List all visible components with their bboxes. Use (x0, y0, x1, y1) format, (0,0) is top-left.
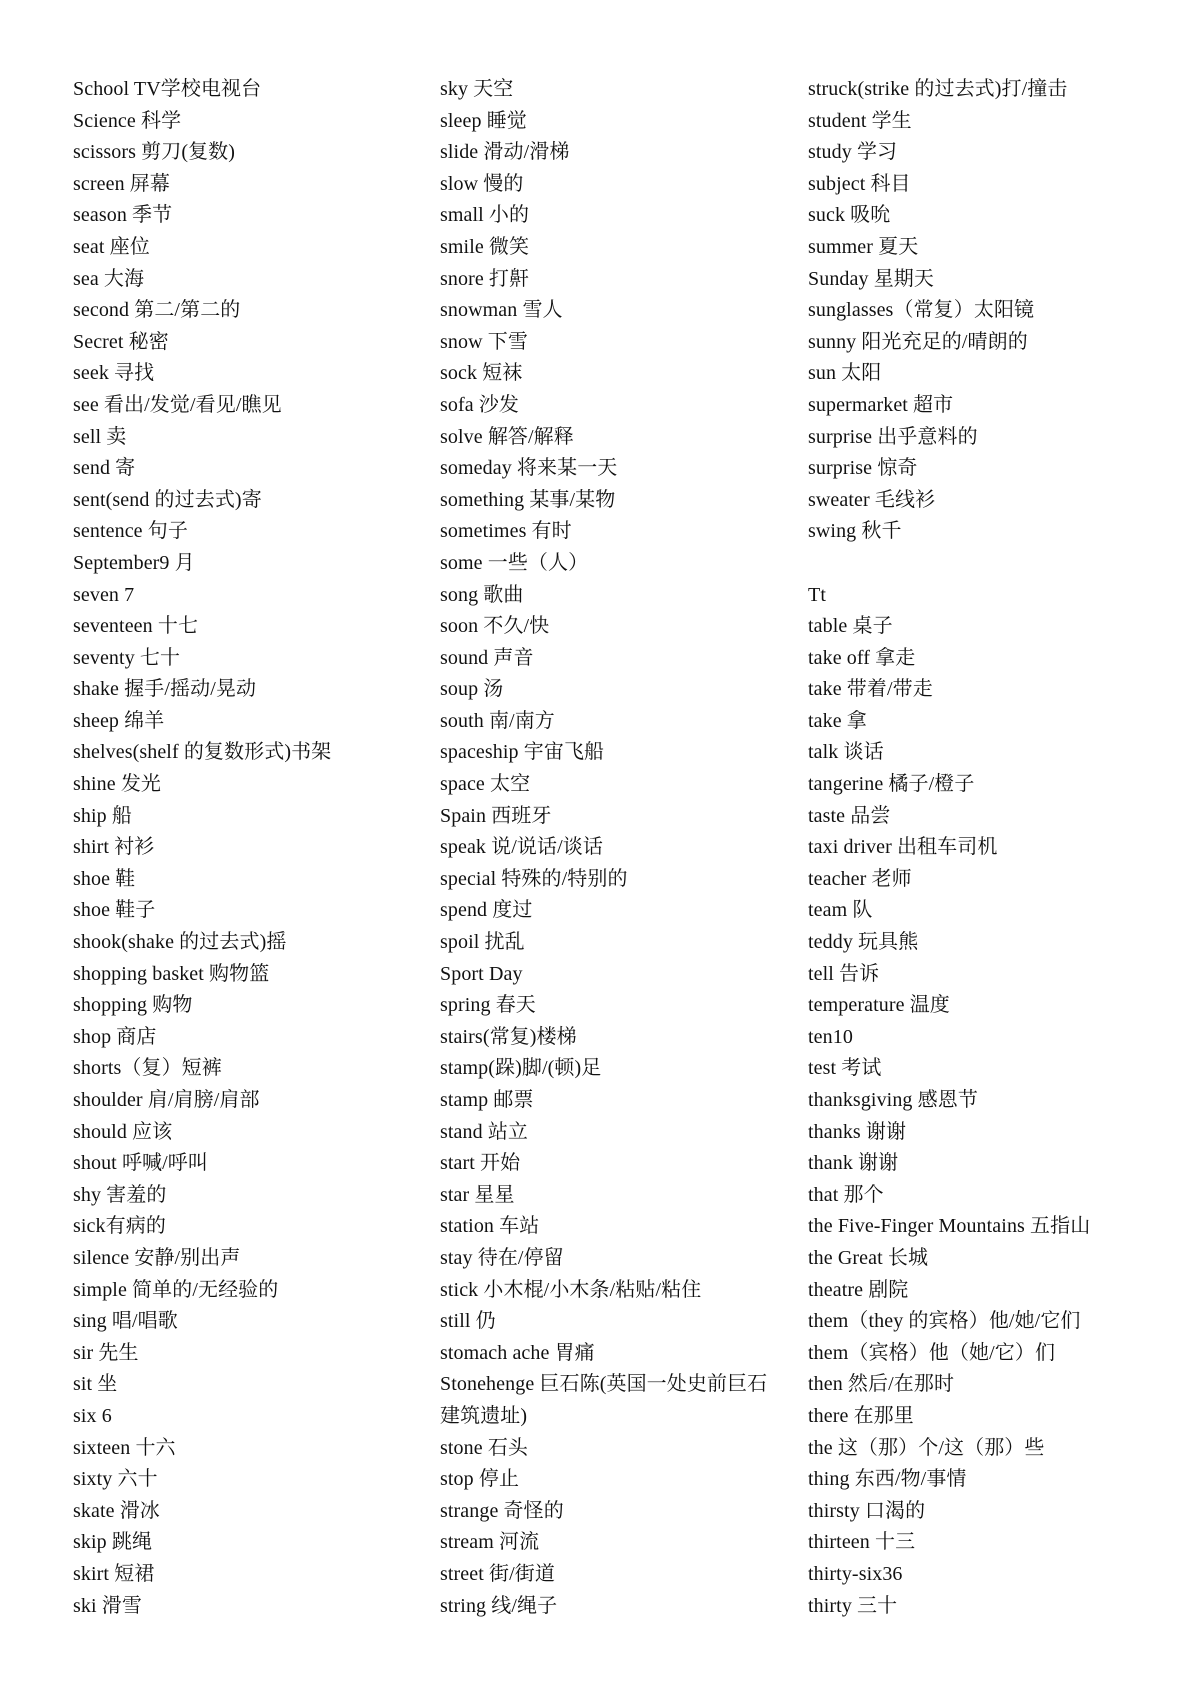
vocab-entry: star 星星 (440, 1183, 515, 1206)
vocab-entry: should 应该 (73, 1120, 173, 1143)
vocab-entry: struck(strike 的过去式)打/撞击 (808, 78, 1068, 100)
vocab-entry: thirty-six36 (808, 1562, 903, 1585)
vocab-entry: Spain 西班牙 (440, 804, 552, 827)
vocab-entry: stamp(跺)脚/(顿)足 (440, 1057, 602, 1080)
vocab-entry: sometimes 有时 (440, 520, 572, 543)
vocab-entry: scissors 剪刀(复数) (73, 141, 236, 164)
vocab-entry: skate 滑冰 (73, 1499, 160, 1522)
vocab-entry: shirt 衬衫 (73, 836, 155, 859)
vocab-entry: snore 打鼾 (440, 267, 530, 290)
vocab-entry: something 某事/某物 (440, 488, 616, 511)
vocab-entry: sent(send 的过去式)寄 (73, 488, 262, 511)
vocab-entry: sound 声音 (440, 646, 534, 669)
vocab-entry: strange 奇怪的 (440, 1499, 564, 1522)
vocab-entry: sky 天空 (440, 78, 514, 100)
vocab-entry: Stonehenge 巨石陈(英国一处史前巨石建筑遗址) (440, 1373, 768, 1427)
vocab-entry: tell 告诉 (808, 962, 880, 985)
vocab-entry: taste 品尝 (808, 804, 891, 827)
vocab-entry: sixty 六十 (73, 1468, 158, 1491)
vocab-entry: taxi driver 出租车司机 (808, 836, 998, 859)
vocab-entry: temperature 温度 (808, 994, 950, 1017)
vocab-entry: sunglasses（常复）太阳镜 (808, 299, 1035, 322)
vocab-entry: Science 科学 (73, 109, 182, 132)
vocab-entry: station 车站 (440, 1215, 540, 1238)
vocab-entry: sir 先生 (73, 1341, 139, 1364)
vocab-entry: special 特殊的/特别的 (440, 867, 628, 890)
vocab-entry: south 南/南方 (440, 709, 555, 732)
vocab-entry: shop 商店 (73, 1025, 157, 1048)
vocab-entry: thanksgiving 感恩节 (808, 1089, 978, 1111)
vocab-entry: Tt (808, 583, 826, 606)
vocab-entry: stick 小木棍/小木条/粘贴/粘住 (440, 1278, 702, 1301)
vocab-entry: stairs(常复)楼梯 (440, 1025, 577, 1048)
vocab-entry: September9 月 (73, 551, 195, 574)
vocab-entry: subject 科目 (808, 172, 911, 195)
vocab-entry: stay 待在/停留 (440, 1246, 564, 1269)
vocab-entry: then 然后/在那时 (808, 1373, 955, 1396)
vocab-entry: sixteen 十六 (73, 1436, 176, 1459)
vocab-entry: student 学生 (808, 109, 912, 132)
vocab-entry: shout 呼喊/呼叫 (73, 1152, 208, 1175)
vocab-entry: the Five-Finger Mountains 五指山 (808, 1215, 1091, 1238)
vocab-entry: thirteen 十三 (808, 1531, 916, 1554)
vocab-entry: thank 谢谢 (808, 1152, 899, 1175)
vocab-entry: small 小的 (440, 204, 530, 227)
vocab-entry: take 拿 (808, 709, 867, 732)
vocab-entry: surprise 出乎意料的 (808, 425, 978, 448)
vocab-entry: ten10 (808, 1025, 853, 1048)
vocab-entry: shopping basket 购物篮 (73, 962, 270, 985)
vocab-entry: stamp 邮票 (440, 1089, 534, 1111)
vocab-entry: there 在那里 (808, 1404, 914, 1427)
vocab-entry: Sport Day (440, 962, 523, 985)
vocab-entry: School TV学校电视台 (73, 78, 262, 100)
vocab-entry: suck 吸吮 (808, 204, 891, 227)
vocab-entry: sit 坐 (73, 1373, 118, 1396)
vocab-entry: seat 座位 (73, 235, 150, 258)
vocab-entry: soup 汤 (440, 678, 504, 701)
vocab-entry: spend 度过 (440, 899, 533, 922)
vocab-entry: some 一些（人） (440, 551, 589, 574)
vocab-entry: sun 太阳 (808, 362, 882, 385)
vocab-entry: spaceship 宇宙飞船 (440, 741, 605, 764)
vocab-entry: shy 害羞的 (73, 1183, 167, 1206)
vocab-entry: teacher 老师 (808, 867, 912, 890)
vocab-entry: space 太空 (440, 773, 531, 796)
vocab-entry: six 6 (73, 1404, 112, 1427)
vocab-entry: summer 夏天 (808, 235, 919, 258)
vocab-entry: sock 短袜 (440, 362, 523, 385)
vocab-entry: them（宾格）他（她/它）们 (808, 1341, 1056, 1364)
vocab-entry: study 学习 (808, 141, 898, 164)
vocab-entry: seek 寻找 (73, 362, 155, 385)
vocab-entry: sing 唱/唱歌 (73, 1310, 178, 1333)
vocab-entry: speak 说/说话/谈话 (440, 836, 603, 859)
vocab-entry: ship 船 (73, 804, 132, 827)
vocab-entry: seventeen 十七 (73, 615, 199, 638)
vocab-entry: see 看出/发觉/看见/瞧见 (73, 393, 282, 416)
vocab-entry: stop 停止 (440, 1468, 520, 1491)
vocabulary-column-3 (808, 74, 1148, 1622)
vocab-entry: table 桌子 (808, 615, 893, 638)
vocab-entry: sell 卖 (73, 425, 127, 448)
vocab-entry: take off 拿走 (808, 646, 916, 669)
vocab-entry: surprise 惊奇 (808, 457, 918, 480)
vocab-entry: sofa 沙发 (440, 393, 520, 416)
vocab-entry: season 季节 (73, 204, 173, 227)
vocab-entry: the Great 长城 (808, 1246, 929, 1269)
vocab-entry: talk 谈话 (808, 741, 884, 764)
vocab-entry: sunny 阳光充足的/晴朗的 (808, 330, 1028, 353)
blank-line (808, 548, 1148, 580)
vocab-entry: Sunday 星期天 (808, 267, 934, 290)
vocab-entry: shoulder 肩/肩膀/肩部 (73, 1089, 260, 1111)
vocab-entry: test 考试 (808, 1057, 882, 1080)
vocab-entry: shopping 购物 (73, 994, 193, 1017)
vocab-entry: take 带着/带走 (808, 678, 933, 701)
vocab-entry: sea 大海 (73, 267, 145, 290)
vocab-entry: shorts（复）短裤 (73, 1057, 222, 1080)
vocab-entry: ski 滑雪 (73, 1594, 142, 1617)
vocab-entry: spring 春天 (440, 994, 536, 1017)
vocab-entry: sweater 毛线衫 (808, 488, 936, 511)
vocab-entry: shoe 鞋 (73, 867, 136, 890)
vocab-entry: seven 7 (73, 583, 135, 606)
vocab-entry: second 第二/第二的 (73, 299, 241, 322)
vocab-entry: shelves(shelf 的复数形式)书架 (73, 741, 332, 764)
vocab-entry: start 开始 (440, 1152, 521, 1175)
vocab-entry: thirty 三十 (808, 1594, 898, 1617)
vocab-entry: silence 安静/别出声 (73, 1246, 241, 1269)
vocab-entry: sheep 绵羊 (73, 709, 165, 732)
vocab-entry: teddy 玩具熊 (808, 931, 919, 954)
vocab-entry: send 寄 (73, 457, 136, 480)
vocab-entry: street 街/街道 (440, 1562, 555, 1585)
vocab-entry: soon 不久/快 (440, 615, 550, 638)
vocab-entry: theatre 剧院 (808, 1278, 909, 1301)
vocab-entry: slow 慢的 (440, 172, 524, 195)
vocab-entry: stomach ache 胃痛 (440, 1341, 595, 1364)
vocab-entry: sick有病的 (73, 1215, 166, 1238)
vocab-entry: string 线/绳子 (440, 1594, 558, 1617)
vocab-entry: slide 滑动/滑梯 (440, 141, 570, 164)
vocab-entry: sleep 睡觉 (440, 109, 527, 132)
vocab-entry: still 仍 (440, 1310, 496, 1333)
vocab-entry: thanks 谢谢 (808, 1120, 907, 1143)
vocab-entry: stone 石头 (440, 1436, 529, 1459)
vocab-entry: skip 跳绳 (73, 1531, 153, 1554)
vocab-entry: screen 屏幕 (73, 172, 170, 195)
vocab-entry: shake 握手/摇动/晃动 (73, 678, 257, 701)
vocab-entry: them（they 的宾格）他/她/它们 (808, 1310, 1081, 1333)
vocab-entry: team 队 (808, 899, 873, 922)
vocab-entry: someday 将来某一天 (440, 457, 618, 480)
vocab-entry: skirt 短裙 (73, 1562, 155, 1585)
vocab-entry: that 那个 (808, 1183, 884, 1206)
vocab-entry: shook(shake 的过去式)摇 (73, 931, 287, 954)
vocab-entry: supermarket 超市 (808, 393, 954, 416)
vocab-entry: swing 秋千 (808, 520, 902, 543)
vocab-entry: thirsty 口渴的 (808, 1499, 926, 1522)
vocabulary-column-2 (440, 74, 770, 1622)
vocab-entry: stream 河流 (440, 1531, 540, 1554)
vocab-entry: the 这（那）个/这（那）些 (808, 1436, 1045, 1459)
vocab-entry: simple 简单的/无经验的 (73, 1278, 279, 1301)
vocab-entry: song 歌曲 (440, 583, 524, 606)
vocab-entry: Secret 秘密 (73, 330, 169, 353)
vocab-entry: sentence 句子 (73, 520, 188, 543)
vocab-entry: spoil 扰乱 (440, 931, 525, 954)
vocab-entry: shine 发光 (73, 773, 162, 796)
vocab-entry: tangerine 橘子/橙子 (808, 773, 975, 796)
vocabulary-column-1 (73, 74, 393, 1622)
vocab-entry: snowman 雪人 (440, 299, 563, 322)
vocab-entry: shoe 鞋子 (73, 899, 156, 922)
vocab-entry: stand 站立 (440, 1120, 529, 1143)
vocab-entry: thing 东西/物/事情 (808, 1468, 967, 1491)
vocab-entry: smile 微笑 (440, 235, 530, 258)
vocab-entry: snow 下雪 (440, 330, 528, 353)
vocab-entry: solve 解答/解释 (440, 425, 574, 448)
vocab-entry: seventy 七十 (73, 646, 181, 669)
